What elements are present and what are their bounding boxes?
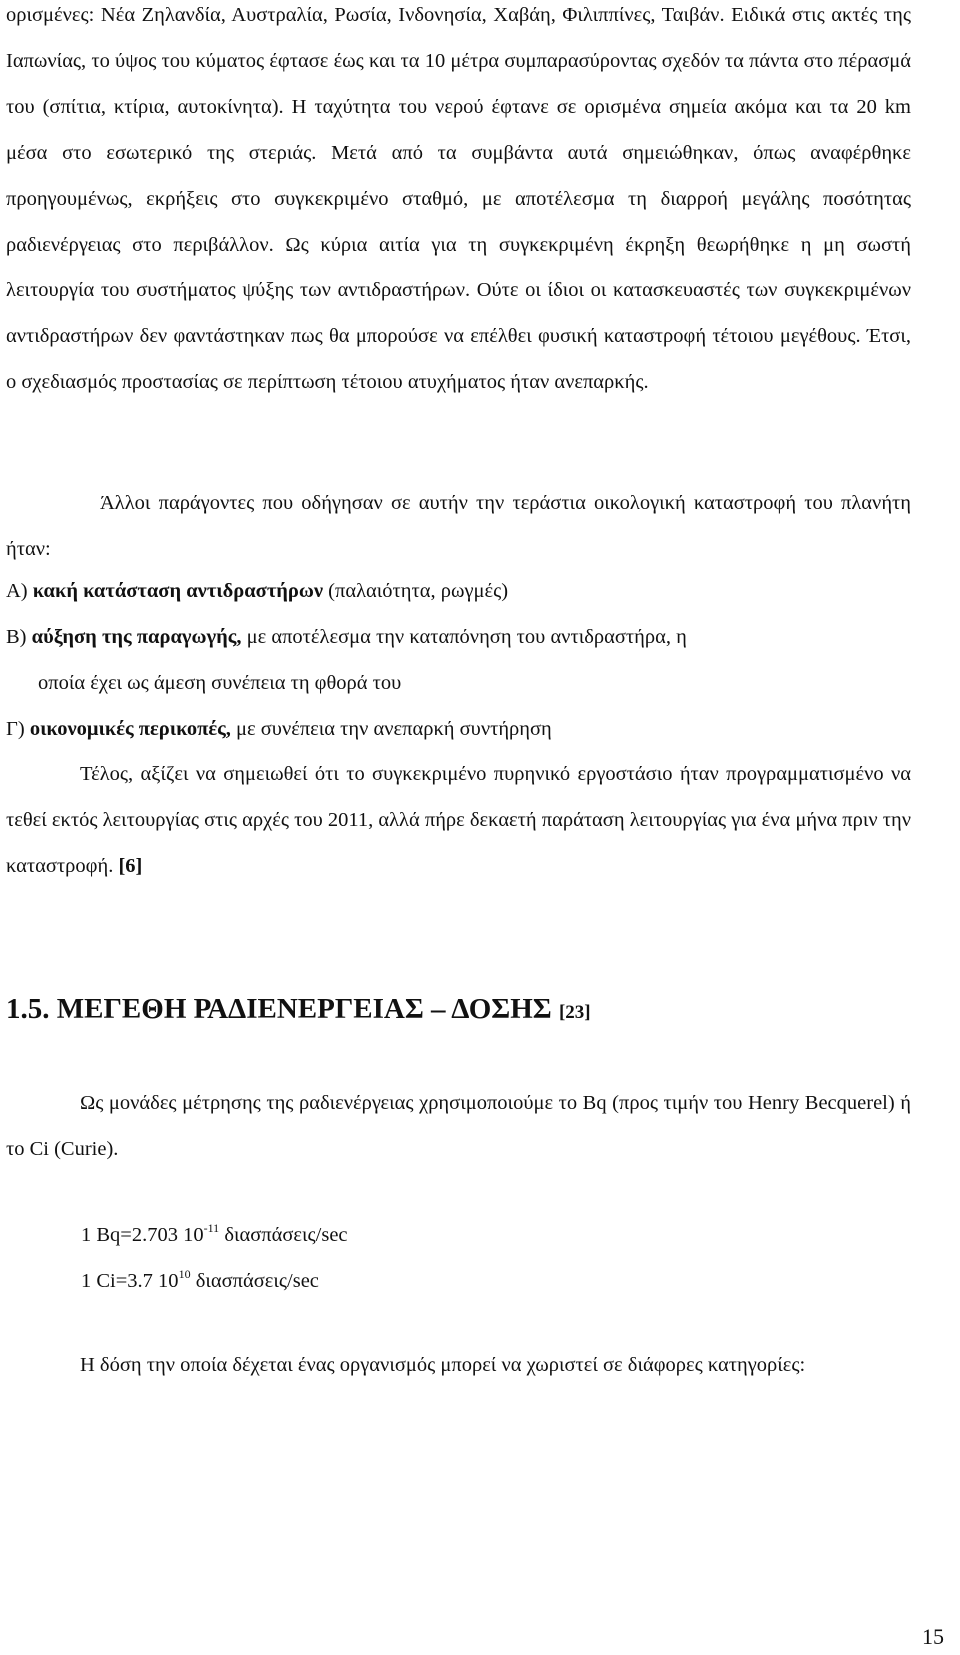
paragraph-other-factors: Άλλοι παράγοντες που οδήγησαν σε αυτήν την τεράστια οικολογική καταστροφή του πλανήτη ήταν:	[6, 492, 911, 560]
list-item-text: (παλαιότητα, ρωγμές)	[323, 580, 509, 602]
page-number: 15	[922, 1624, 944, 1649]
list-item-b-continuation: οποία έχει ως άμεση συνέπεια τη φθορά του	[38, 672, 402, 694]
section-title: ΜΕΓΕΘΗ ΡΑΔΙΕΝΕΡΓΕΙΑΣ – ΔΟΣΗΣ	[56, 993, 552, 1025]
section-citation: [23]	[558, 1002, 591, 1023]
paragraph-text: Τέλος, αξίζει να σημειωθεί ότι το συγκεκριμένο πυρηνικό εργοστάσιο ήταν προγραμματισμένο να τεθεί εκτός λειτουργίας στις αρχές του 2011, αλλά πήρε δεκαετή παράταση λειτουργίας για ένα μήνα πριν την καταστροφή.	[6, 763, 911, 877]
unit-definition-ci	[81, 1258, 319, 1304]
citation: [6]	[118, 854, 143, 877]
unit-exponent: -11	[203, 1221, 220, 1235]
paragraph-tsunami-effects: ορισμένες: Νέα Ζηλανδία, Αυστραλία, Ρωσία, Ινδονησία, Χαβάη, Φιλιππίνες, Ταιβάν. Ειδικά στις ακτές της Ιαπωνίας, το ύψος του κύματος έφτασε έως και τα 10 μέτρα συμπαρασύροντας σχεδόν τα πάντα στο πέρασμά του (σπίτια, κτίρια, αυτοκίνητα). Η ταχύτητα του νερού έφτανε σε ορισμένα σημεία ακόμα και τα 20 km μέσα στο εσωτερικό της στεριάς. Μετά από τα συμβάντα αυτά σημειώθηκαν, όπως αναφέρθηκε προηγουμένως, εκρήξεις στο συγκεκριμένο σταθμό, με αποτέλεσμα τη διαρροή μεγάλης ποσότητας ραδιενέργειας στο περιβάλλον. Ως κύρια αιτία για τη συγκεκριμένη έκρηξη θεωρήθηκε η μη σωστή λειτουργία του συστήματος ψύξης των αντιδραστήρων. Ούτε οι ίδιοι οι κατασκευαστές των συγκεκριμένων αντιδραστήρων δεν φαντάστηκαν πως θα μπορούσε να επέλθει φυσική καταστροφή τέτοιου μεγέθους. Έτσι, ο σχεδιασμός προστασίας σε περίπτωση τέτοιου ατυχήματος ήταν ανεπαρκής.	[6, 4, 911, 394]
list-item-text: με συνέπεια την ανεπαρκή συντήρηση	[230, 718, 552, 740]
paragraph-units: Ως μονάδες μέτρησης της ραδιενέργειας χρησιμοποιούμε το Bq (προς τιμήν του Henry Becquerel) ή το Ci (Curie).	[6, 1092, 911, 1160]
unit-base: 1 Bq=2.703 10	[81, 1224, 204, 1246]
list-marker: Γ)	[6, 718, 25, 740]
list-item-a	[6, 568, 508, 614]
paragraph-plant-schedule	[6, 752, 911, 890]
unit-exponent: 10	[178, 1267, 191, 1281]
list-marker: Α)	[6, 580, 28, 602]
unit-definition-bq	[81, 1212, 348, 1258]
paragraph-dose-categories: Η δόση την οποία δέχεται ένας οργανισμός μπορεί να χωριστεί σε διάφορες κατηγορίες:	[80, 1354, 806, 1376]
section-heading	[6, 986, 591, 1036]
list-item-text: με αποτέλεσμα την καταπόνηση του αντιδραστήρα, η	[241, 626, 687, 648]
list-item-b	[6, 614, 687, 660]
unit-suffix: διασπάσεις/sec	[190, 1270, 319, 1292]
list-marker: Β)	[6, 626, 27, 648]
unit-suffix: διασπάσεις/sec	[219, 1224, 348, 1246]
section-number: 1.5.	[6, 993, 50, 1025]
list-item-emphasis: αύξηση της παραγωγής,	[31, 626, 242, 648]
list-item-emphasis: οικονομικές περικοπές,	[29, 718, 231, 740]
list-item-emphasis: κακή κατάσταση αντιδραστήρων	[32, 580, 324, 602]
list-item-c	[6, 706, 552, 752]
unit-base: 1 Ci=3.7 10	[81, 1270, 179, 1292]
